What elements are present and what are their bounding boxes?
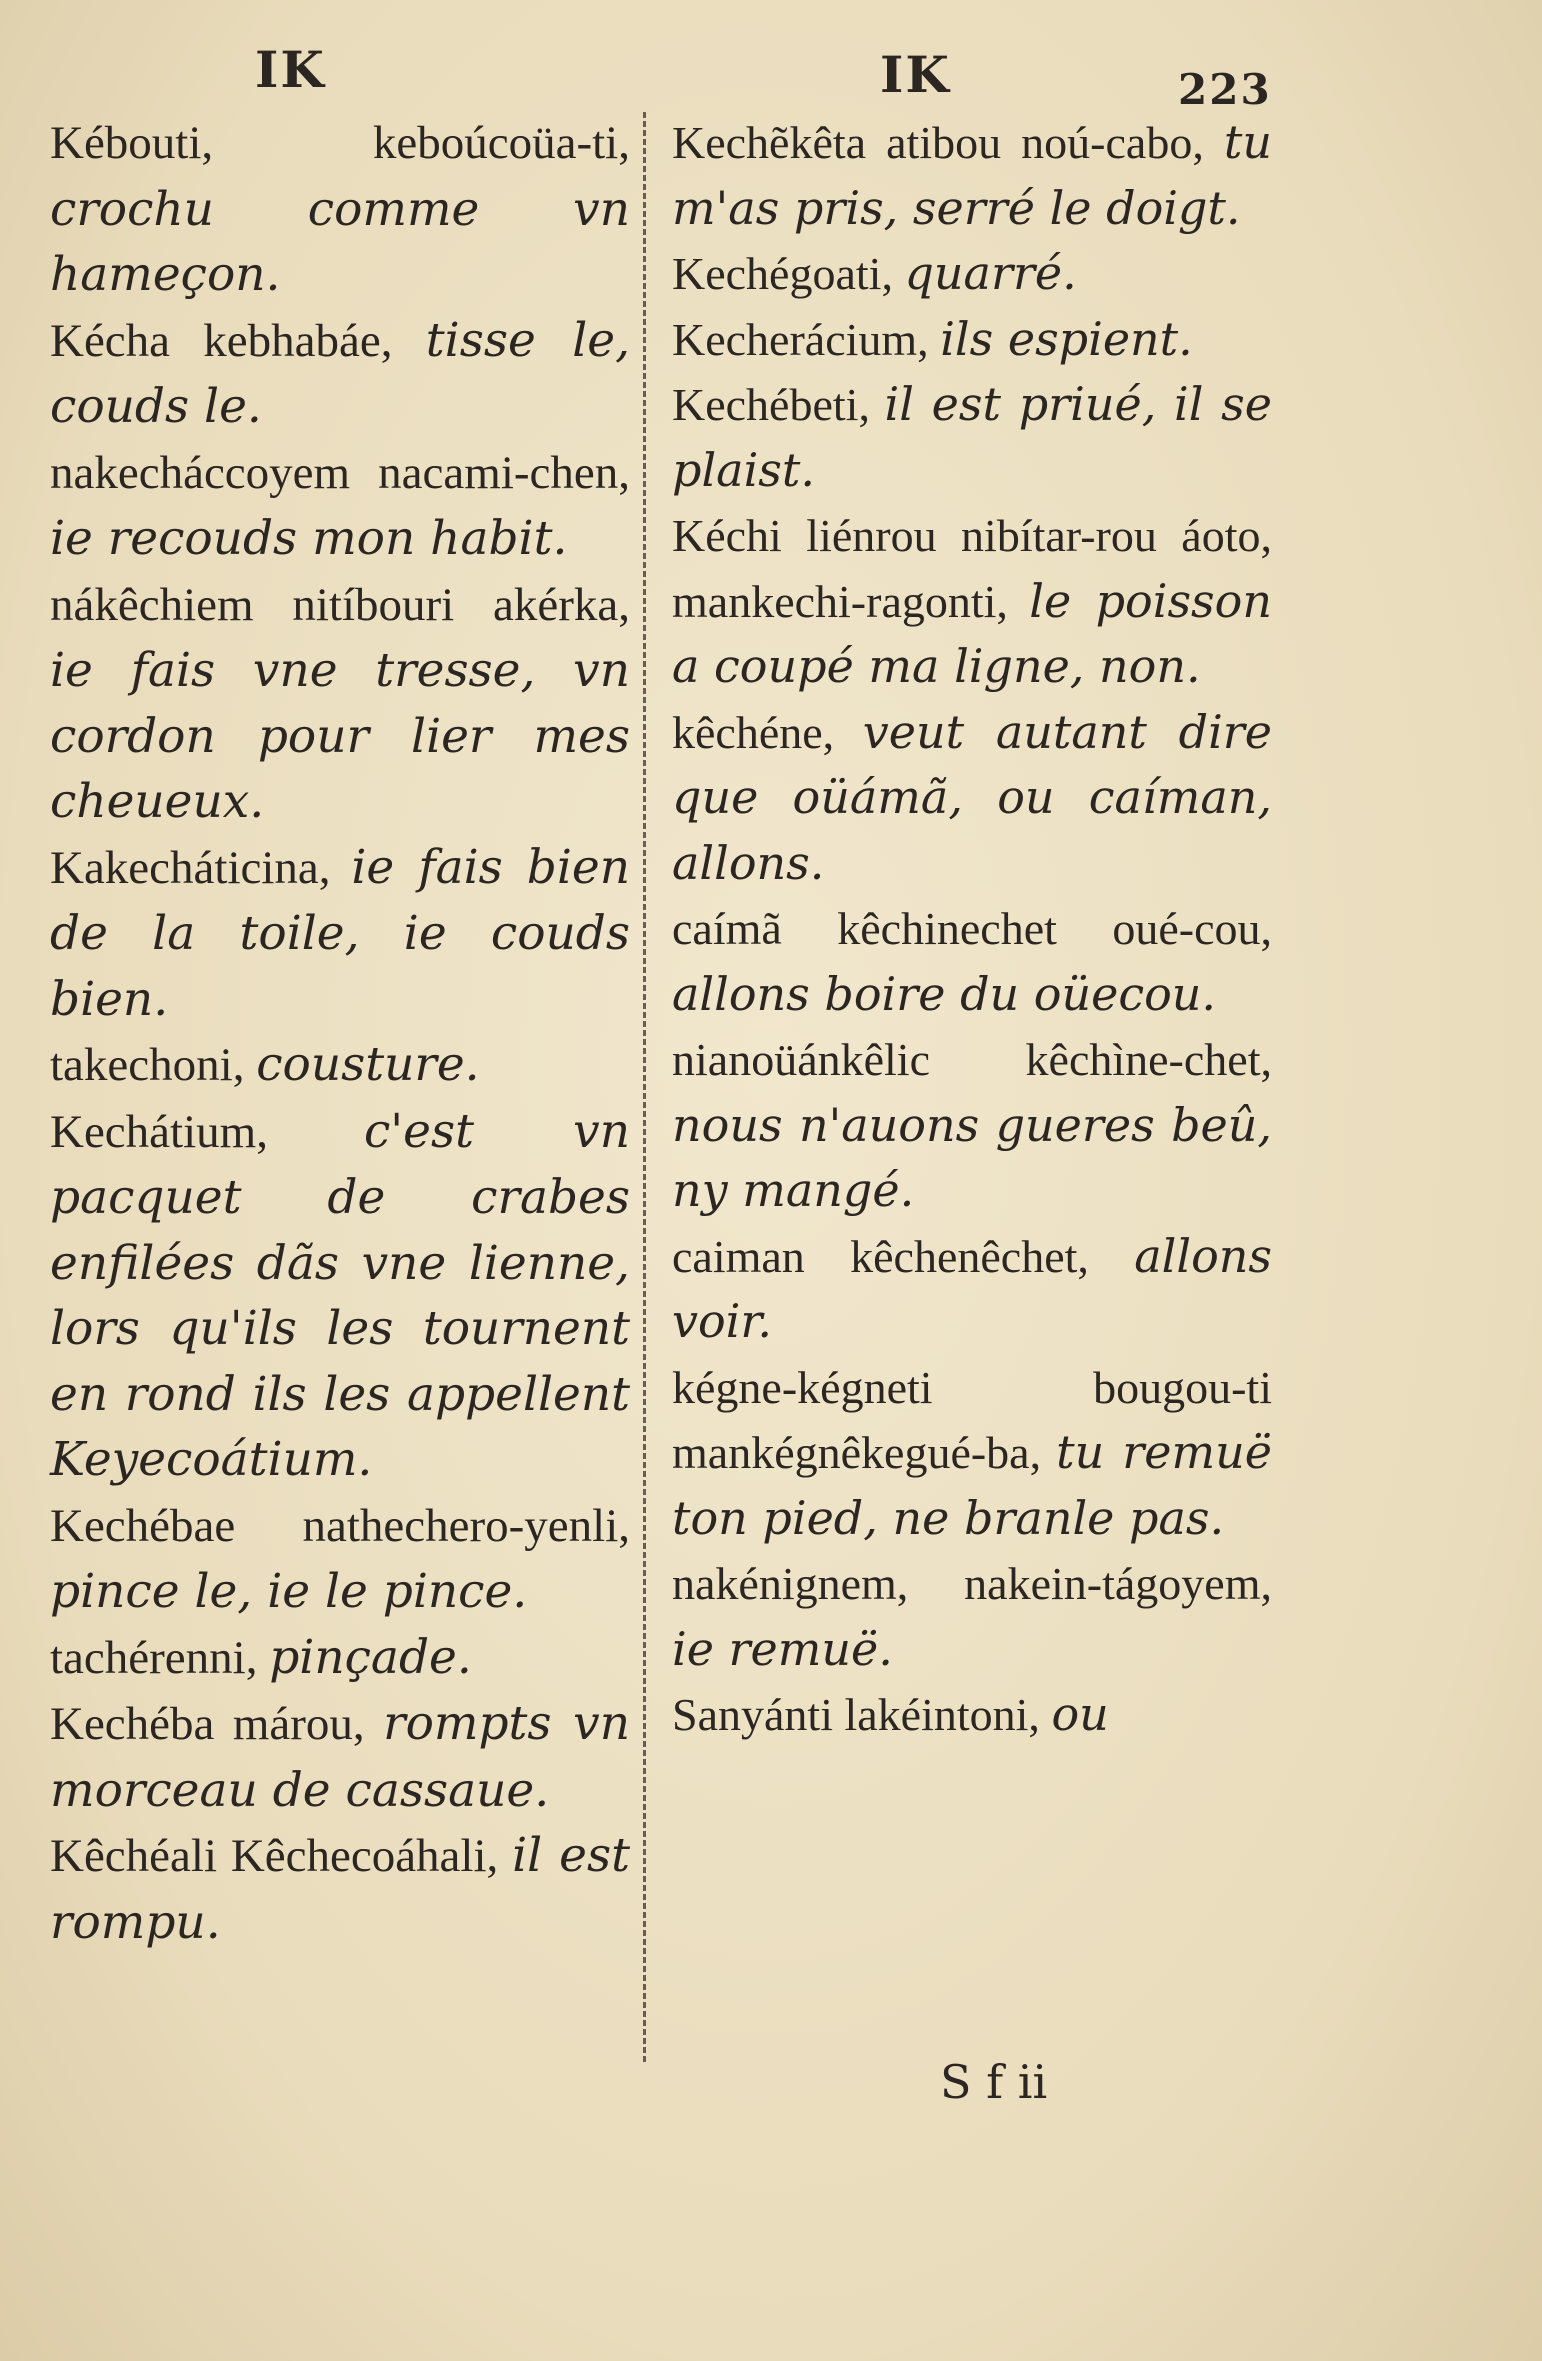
entry-gloss: allons boire du oüecou.: [672, 966, 1217, 1021]
entry-gloss: ils espient.: [940, 311, 1193, 366]
entry-headword: kêchéne,: [672, 706, 863, 758]
entry-headword: takechoni,: [50, 1039, 257, 1091]
entry-gloss: rompts vn morceau de cassaue.: [50, 1696, 630, 1818]
entry-gloss: pinçade.: [269, 1629, 472, 1685]
entry-headword: tachérenni,: [50, 1631, 270, 1684]
entry-headword: nákêchiem nitíbouri akérka,: [50, 578, 630, 631]
signature-mark: S f ii: [940, 2055, 1048, 2109]
running-header: [0, 40, 1542, 120]
entry-gloss: tu remuë ton pied, ne branle pas.: [672, 1425, 1272, 1545]
entry-gloss: il est priué, il se plaist.: [672, 377, 1272, 497]
dictionary-entry: [672, 896, 1272, 1027]
entry-gloss: le poisson a coupé ma ligne, non.: [672, 573, 1272, 693]
dictionary-entry: [50, 1691, 630, 1823]
entry-headword: Kechéba márou,: [50, 1698, 384, 1750]
column-divider: [643, 112, 646, 2062]
entry-headword: caímã kêchinechet oué-cou,: [672, 903, 1272, 954]
entry-gloss: pince le, ie le pince.: [50, 1564, 528, 1619]
entry-gloss: tu m'as pris, serré le doigt.: [672, 115, 1272, 235]
entry-headword: Kakecháticina,: [50, 841, 352, 894]
dictionary-entry: [672, 700, 1272, 897]
entry-gloss: allons voir.: [672, 1228, 1272, 1348]
entry-headword: nakénignem, nakein-tágoyem,: [672, 1558, 1272, 1609]
dictionary-entry: [50, 1625, 630, 1692]
entry-gloss: ie recouds mon habit.: [50, 511, 568, 566]
dictionary-entry: [672, 1551, 1272, 1682]
entry-headword: Kechẽkêta atibou noú-cabo,: [672, 117, 1224, 168]
dictionary-entry: [672, 1355, 1272, 1552]
dictionary-entry: [50, 308, 630, 440]
entry-headword: Kechégoati,: [672, 248, 905, 299]
entry-gloss: ou: [1051, 1687, 1109, 1741]
entry-headword: Kéchi liénrou nibítar-rou áoto, mankechi-ragonti,: [672, 510, 1272, 627]
entry-gloss: c'est vn pacquet de crabes enfilées dãs vne lienne, lors qu'ils les tournent en rond ils les appellent Keyecoátium.: [50, 1103, 630, 1487]
dictionary-entry: [50, 572, 630, 835]
left-running-head: IK: [255, 40, 326, 99]
entry-headword: Kecherácium,: [672, 313, 941, 365]
entry-gloss: ie remuë.: [672, 1621, 893, 1676]
entry-headword: Kébouti, keboúcoüa-ti,: [50, 117, 630, 169]
dictionary-entry: [672, 372, 1272, 503]
entry-gloss: crochu comme vn hameçon.: [50, 181, 630, 302]
dictionary-entry: [672, 307, 1272, 373]
entry-gloss: cousture.: [256, 1037, 480, 1092]
left-column: [50, 110, 630, 1955]
entry-gloss: ie fais vne tresse, vn cordon pour lier mes cheueux.: [50, 643, 630, 829]
right-running-head: IK: [880, 45, 951, 104]
entry-gloss: tisse le, couds le.: [50, 312, 631, 434]
entry-headword: nianoüánkêlic kêchìne-chet,: [672, 1034, 1272, 1085]
entry-headword: Kechébae nathechero-yenli,: [50, 1499, 630, 1552]
entry-headword: Kechébeti,: [672, 379, 885, 430]
dictionary-entry: [50, 1099, 630, 1493]
dictionary-entry: [672, 1224, 1272, 1355]
dictionary-entry: [672, 110, 1272, 241]
dictionary-entry: [672, 503, 1272, 700]
dictionary-entry: [672, 241, 1272, 307]
entry-gloss: ie fais bien de la toile, ie couds bien.: [50, 839, 631, 1027]
dictionary-entry: [672, 1027, 1272, 1224]
dictionary-entry: [672, 1682, 1272, 1748]
dictionary-entry: [50, 440, 630, 572]
entry-headword: Sanyánti lakéintoni,: [672, 1689, 1052, 1740]
entry-headword: caiman kêchenêchet,: [672, 1230, 1135, 1282]
entry-headword: kégne-kégneti bougou-ti mankégnêkegué-ba,: [672, 1361, 1272, 1478]
entry-gloss: il est rompu.: [50, 1828, 630, 1950]
entry-gloss: nous n'auons gueres beû, ny mangé.: [672, 1097, 1272, 1217]
entry-headword: Kécha kebhabáe,: [50, 314, 426, 367]
page-number: 223: [1178, 65, 1272, 114]
entry-headword: Kechátium,: [50, 1105, 364, 1158]
entry-headword: nakecháccoyem nacami-chen,: [50, 446, 630, 499]
dictionary-entry: [50, 835, 630, 1033]
dictionary-entry: [50, 1823, 630, 1955]
entry-gloss: veut autant dire que oüámã, ou caíman, allons.: [672, 704, 1272, 890]
right-column: [672, 110, 1272, 1748]
entry-headword: Kêchéali Kêchecoáhali,: [50, 1830, 513, 1882]
dictionary-entry: [50, 1493, 630, 1625]
dictionary-entry: [50, 1032, 630, 1099]
entry-gloss: quarré.: [904, 246, 1077, 300]
dictionary-entry: [50, 110, 630, 308]
